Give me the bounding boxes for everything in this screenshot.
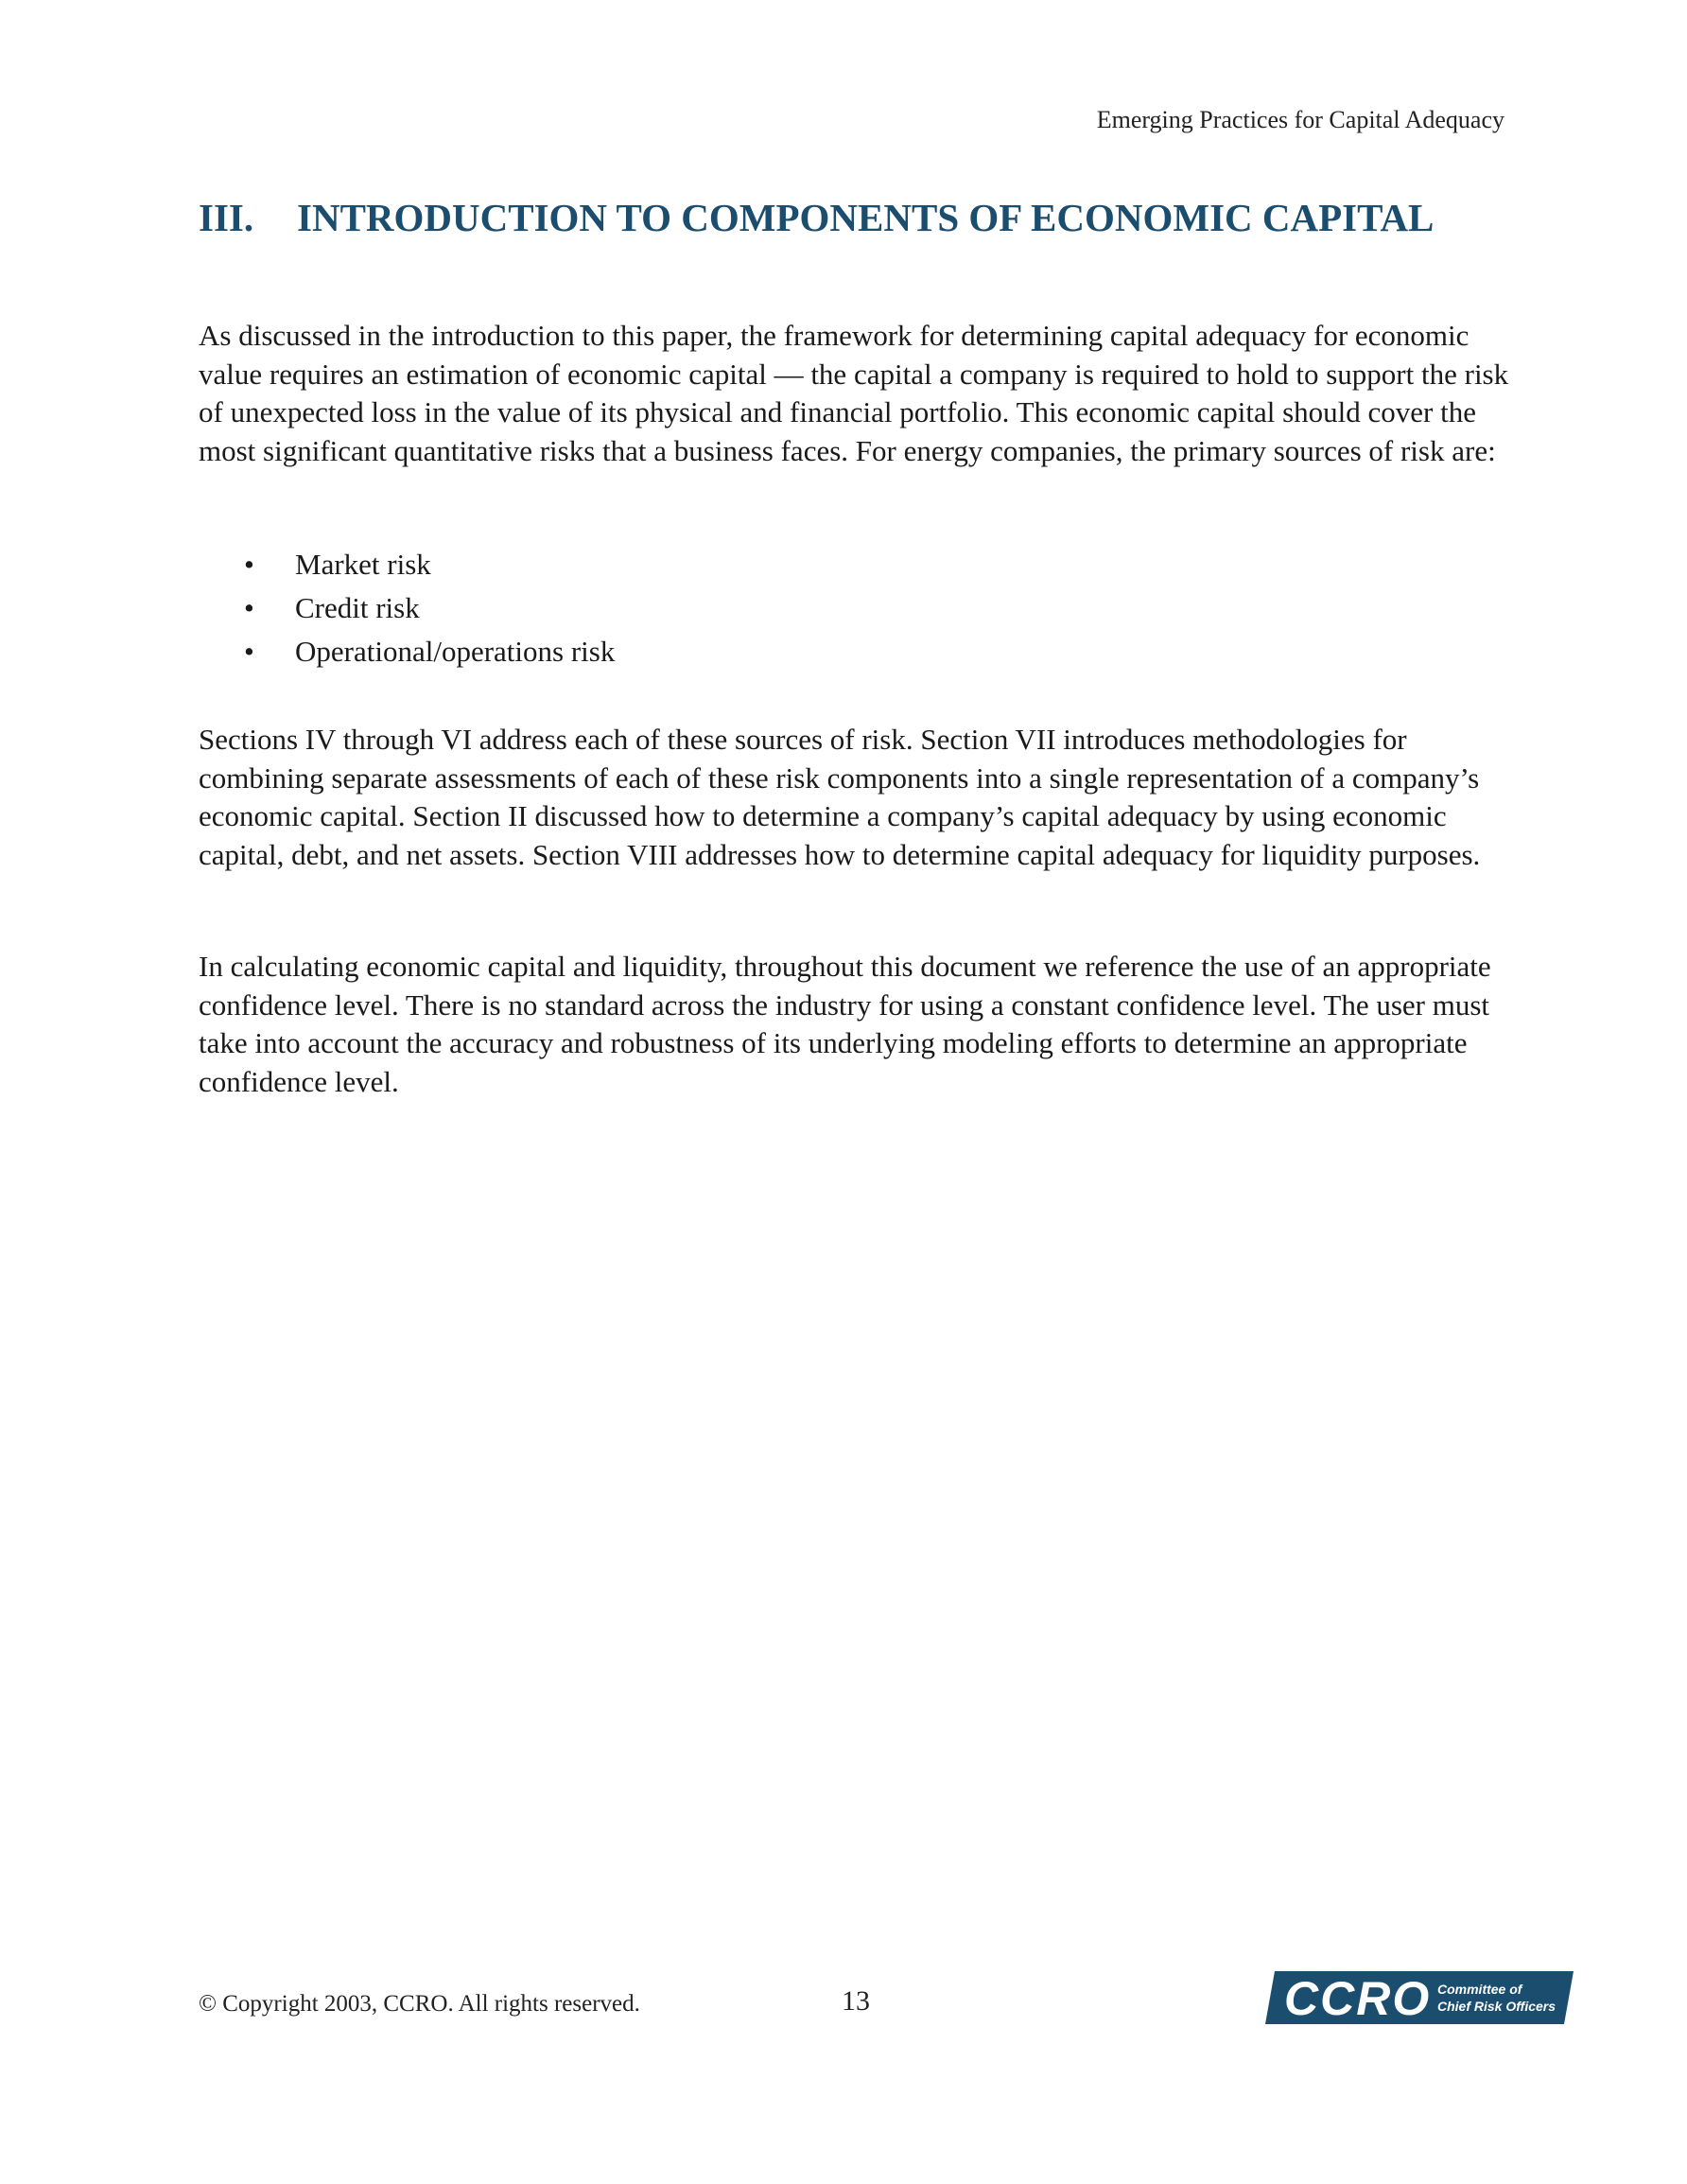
list-item-label: Market risk (295, 548, 431, 581)
list-item (199, 546, 615, 589)
confidence-paragraph: In calculating economic capital and liquidity, throughout this document we reference the use of an appropriate confidence level. There is no standard across the industry for using a constant confidence level. The user must take into account the accuracy and robustness of its underlying modeling efforts to determine an appropriate confidence level. (199, 950, 1491, 1098)
list-item-label: Credit risk (295, 591, 420, 624)
bullet-icon: • (244, 591, 254, 624)
running-header: Emerging Practices for Capital Adequacy (1096, 106, 1504, 133)
bullet-icon: • (244, 635, 254, 668)
ccro-logo (1265, 1971, 1574, 2024)
list-item (199, 633, 615, 676)
footer-copyright: © Copyright 2003, CCRO. All rights reserved. (199, 1991, 640, 2017)
list-item-label: Operational/operations risk (295, 635, 616, 668)
bullet-icon: • (244, 548, 254, 581)
section-heading (199, 195, 1545, 240)
sections-paragraph: Sections IV through VI address each of these sources of risk. Section VII introduces methodologies for combining separate assessments of each of these risk components into a single representation of a company’s economic capital. Section II discussed how to determine a company’s capital adequacy by using economic capital, debt, and net assets. Section VIII addresses how to determine capital adequacy for liquidity purposes. (199, 723, 1481, 871)
logo-tagline-2: Chief Risk Officers (1437, 1999, 1557, 2014)
risk-list (199, 546, 615, 676)
section-title: INTRODUCTION TO COMPONENTS OF ECONOMIC CAPITAL (297, 196, 1435, 239)
section-number: III. (199, 196, 254, 239)
logo-wordmark: CCRO (1284, 1972, 1432, 2024)
list-item (199, 589, 615, 633)
logo-tagline-1: Committee of (1437, 1982, 1522, 1997)
intro-paragraph: As discussed in the introduction to this paper, the framework for determining capital adequacy for economic value requires an estimation of economic capital — the capital a company is required to hold to support the risk of unexpected loss in the value of its physical and financial portfolio. This economic capital should cover the most significant quantitative risks that a business faces. For energy companies, the primary sources of risk are: (199, 319, 1509, 467)
page-number: 13 (842, 1985, 870, 2017)
